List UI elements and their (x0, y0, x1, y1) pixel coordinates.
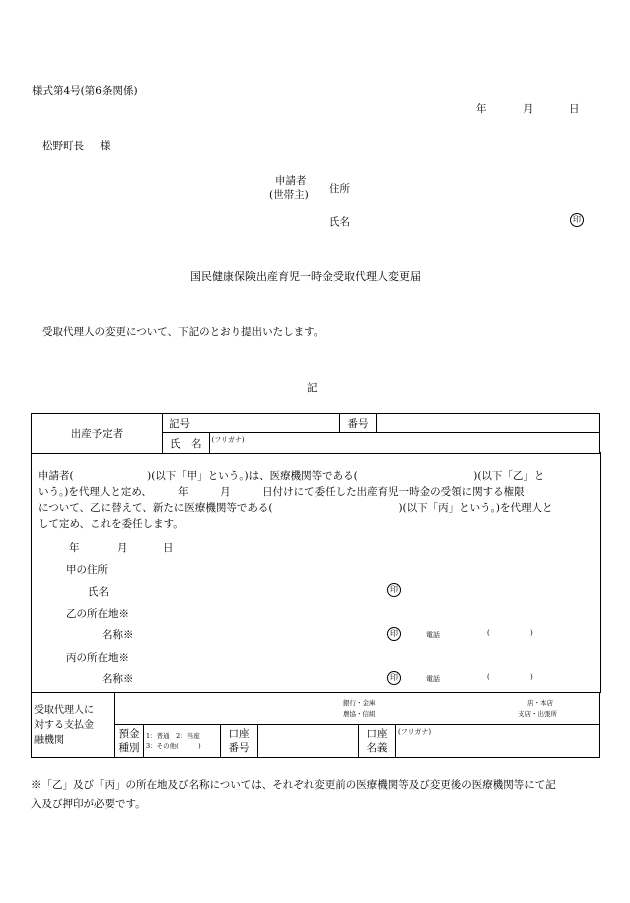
seal-icon: 印 (387, 627, 401, 641)
branch-types-2: 支店・出張所 (518, 710, 557, 718)
date-day-label: 日 (569, 103, 580, 115)
deposit-type-label (115, 725, 144, 758)
applicant-role-sub: (世帯主) (269, 189, 309, 201)
account-name-line2: 名義 (366, 742, 388, 754)
otsu-seal (387, 627, 401, 641)
body-line-1: 申請者( )(以下「甲」という。)は、医療機関等である( )(以下「乙」と (38, 470, 545, 482)
applicant-seal (570, 213, 584, 227)
deposit-opt1: 1：普通 2：当座 (146, 732, 200, 740)
seal-icon: 印 (387, 671, 401, 685)
footnote-line2: 入及び押印が必要です。 (31, 798, 146, 810)
account-name-label (359, 725, 396, 758)
date-month-label: 月 (523, 103, 534, 115)
applicant-address-label: 住所 (329, 183, 350, 195)
deposit-line1: 預金 (118, 728, 140, 740)
ki-label: 記 (307, 382, 318, 394)
hei-name-label: 名称※ (102, 673, 134, 685)
body-line-2: いう。)を代理人と定め、 年 月 日付けにて委任した出産育児一時金の受領に関する権限 (38, 486, 525, 498)
kou-address-label: 甲の住所 (66, 564, 108, 576)
hei-seal (387, 671, 401, 685)
deposit-opt2: 3：その他( ) (146, 742, 201, 750)
footnote-line1: ※「乙」及び「丙」の所在地及び名称については、それぞれ変更前の医療機関等及び変更後の医療機関等にて記 (31, 779, 556, 791)
date-year-label: 年 (476, 103, 487, 115)
applicant-name-label: 氏名 (329, 216, 350, 228)
kigou-field[interactable] (209, 414, 340, 433)
deposit-type-options[interactable] (144, 725, 221, 758)
expectant-table (31, 413, 600, 454)
bangou-field[interactable] (377, 414, 600, 433)
seal-icon: 印 (570, 213, 584, 227)
name-label: 氏 名 (163, 433, 210, 454)
body-date-month: 月 (117, 542, 128, 554)
bank-types-2: 農協・信組 (343, 710, 376, 718)
kou-name-label: 氏名 (88, 586, 109, 598)
name-field[interactable] (209, 433, 600, 454)
account-furigana-label: (フリガナ) (398, 728, 432, 736)
otsu-phone-close: ) (530, 629, 533, 637)
otsu-phone-label: 電話 (426, 631, 440, 639)
account-no-label (221, 725, 258, 758)
account-name-line1: 口座 (366, 728, 388, 740)
kigou-label: 記号 (163, 414, 210, 433)
bank-types-1: 銀行・金庫 (343, 699, 376, 707)
hei-phone-label: 電話 (426, 675, 440, 683)
bank-label-line3: 融機関 (34, 734, 64, 746)
seal-icon: 印 (387, 583, 401, 597)
body-date-day: 日 (163, 542, 174, 554)
account-no-line2: 番号 (228, 742, 250, 754)
addressee: 松野町長 (42, 140, 84, 152)
bangou-label: 番号 (340, 414, 377, 433)
intro-text: 受取代理人の変更について、下記のとおり提出いたします。 (42, 326, 325, 338)
body-line-4: して定め、これを委任します。 (38, 518, 184, 530)
form-title: 国民健康保険出産育児一時金受取代理人変更届 (190, 270, 421, 283)
hei-phone-open: ( (487, 673, 490, 681)
hei-phone-close: ) (530, 673, 533, 681)
body-date-year: 年 (69, 542, 80, 554)
form-number: 様式第4号(第6条関係) (32, 85, 138, 97)
branch-types-1: 店・本店 (527, 699, 553, 707)
otsu-address-label: 乙の所在地※ (66, 608, 129, 620)
account-name-field[interactable] (396, 725, 600, 758)
bank-label-line2: 対する支払金 (34, 719, 94, 731)
kou-seal (387, 583, 401, 597)
bank-label (32, 693, 115, 758)
honorific: 様 (100, 140, 111, 152)
furigana-label: (フリガナ) (211, 436, 245, 444)
account-no-line1: 口座 (228, 728, 250, 740)
account-no-field[interactable] (258, 725, 359, 758)
bank-name-field[interactable] (115, 693, 600, 725)
applicant-role: 申請者 (275, 175, 307, 187)
otsu-phone-open: ( (487, 629, 490, 637)
bank-table (31, 692, 600, 758)
bank-label-line1: 受取代理人に (34, 704, 94, 716)
deposit-line2: 種別 (118, 742, 140, 754)
expectant-label: 出産予定者 (32, 414, 163, 454)
otsu-name-label: 名称※ (102, 629, 134, 641)
hei-address-label: 丙の所在地※ (66, 652, 129, 664)
body-line-3: について、乙に替えて、新たに医療機関等である( )(以下「丙」という。)を代理人と (38, 502, 553, 514)
